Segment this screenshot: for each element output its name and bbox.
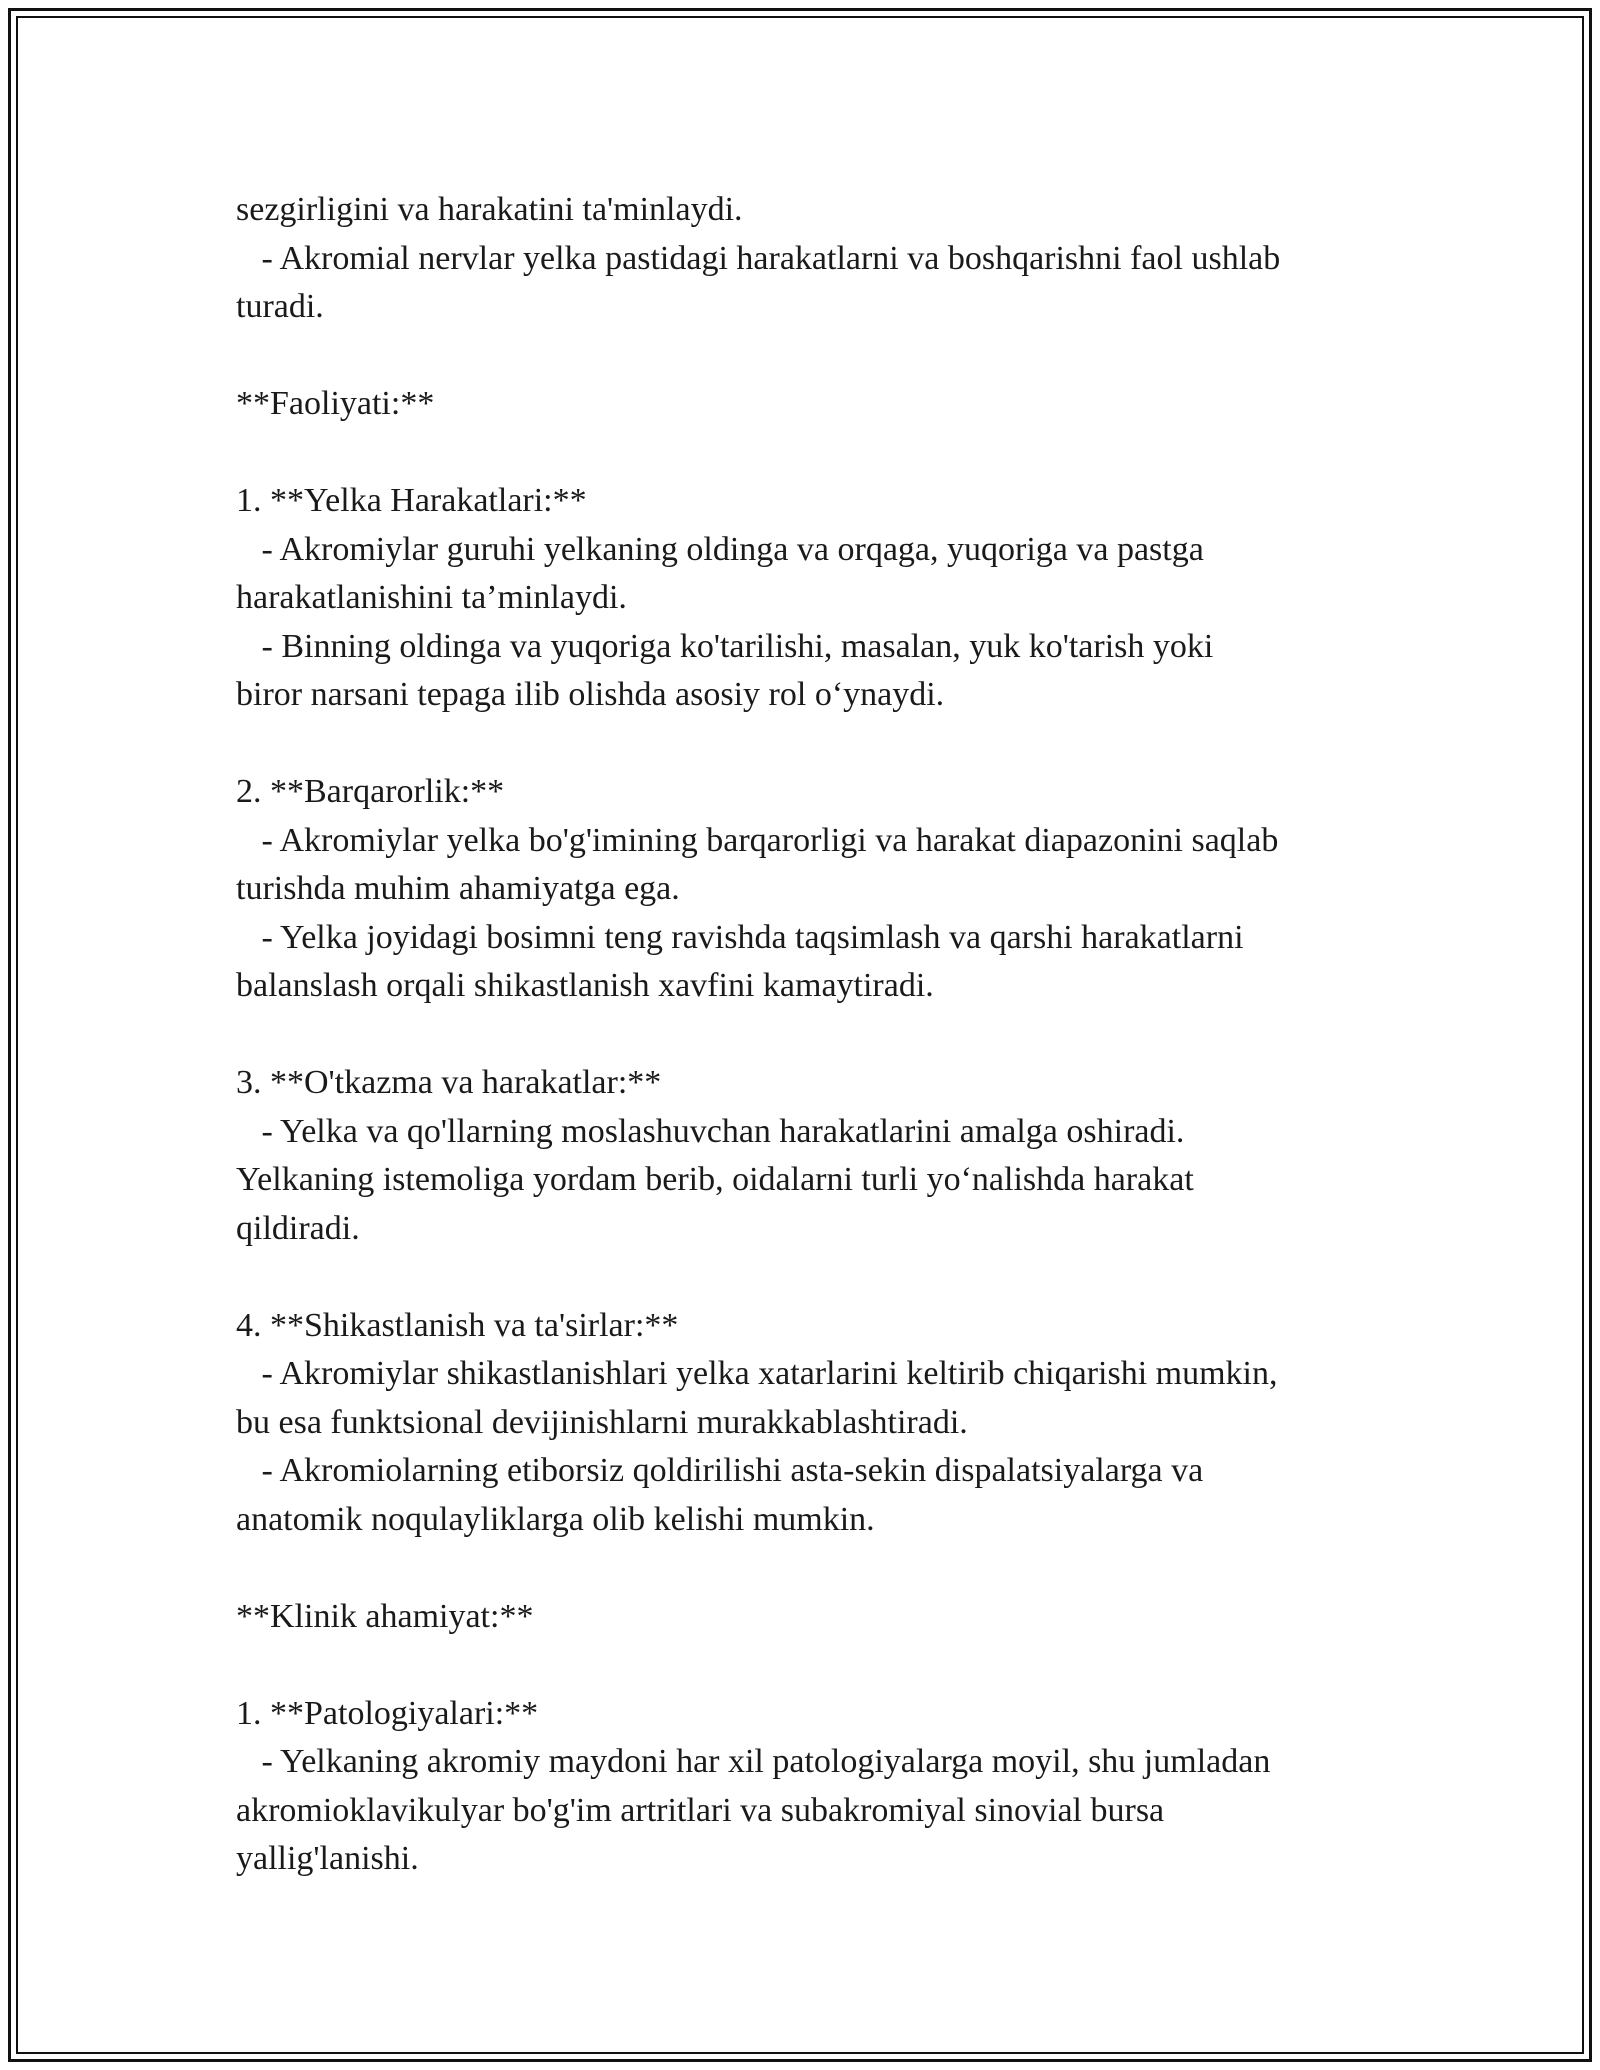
text-line: akromioklavikulyar bo'g'im artritlari va subakromiyal sinovial bursa (236, 1791, 1165, 1829)
blank-line (236, 1641, 1376, 1690)
list-item-heading: 2. **Barqarorlik:** (236, 773, 505, 810)
text-line: - Yelka joyidagi bosimni teng ravishda taqsimlash va qarshi harakatlarni (236, 918, 1244, 956)
text-line: - Akromiylar shikastlanishlari yelka xatarlarini keltirib chiqarishi mumkin, (236, 1355, 1278, 1392)
text-line: - Akromial nervlar yelka pastidagi harakatlarni va boshqarishni faol ushlab (236, 239, 1281, 277)
text-line: harakatlanishini ta’minlaydi. (236, 579, 627, 616)
text-line: qildiradi. (236, 1209, 360, 1247)
text-line: - Akromiylar yelka bo'g'imining barqarorligi va harakat diapazonini saqlab (236, 821, 1279, 859)
text-line: yallig'lanishi. (236, 1840, 419, 1877)
text-line: - Binning oldinga va yuqoriga ko'tarilishi, masalan, yuk ko'tarish yoki (236, 627, 1214, 665)
text-line: - Akromiolarning etiborsiz qoldirilishi asta-sekin dispalatsiyalarga va (236, 1452, 1204, 1489)
list-item-heading: 3. **O'tkazma va harakatlar:** (236, 1064, 662, 1101)
text-line: turadi. (236, 288, 324, 325)
list-item-heading: 1. **Patologiyalari:** (236, 1694, 539, 1732)
text-line: turishda muhim ahamiyatga ega. (236, 870, 680, 907)
list-item-heading: 1. **Yelka Harakatlari:** (236, 482, 587, 519)
text-line: anatomik noqulayliklarga olib kelishi mumkin. (236, 1500, 875, 1538)
blank-line (236, 1253, 1376, 1302)
text-line: bu esa funktsional devijinishlarni murakkablashtiradi. (236, 1403, 968, 1441)
text-line: - Yelkaning akromiy maydoni har xil patologiyalarga moyil, shu jumladan (236, 1743, 1271, 1780)
text-line: Yelkaning istemoliga yordam berib, oidalarni turli yo‘nalishda harakat (236, 1161, 1194, 1198)
section-heading: **Klinik ahamiyat:** (236, 1597, 534, 1635)
document-body (236, 186, 1376, 1884)
blank-line (236, 720, 1376, 769)
text-line: balanslash orqali shikastlanish xavfini kamaytiradi. (236, 967, 934, 1004)
text-line: - Yelka va qo'llarning moslashuvchan harakatlarini amalga oshiradi. (236, 1112, 1185, 1150)
text-line: - Akromiylar guruhi yelkaning oldinga va orqaga, yuqoriga va pastga (236, 530, 1204, 568)
blank-line (236, 1544, 1376, 1593)
section-heading: **Faoliyati:** (236, 385, 435, 422)
list-item-heading: 4. **Shikastlanish va ta'sirlar:** (236, 1306, 679, 1344)
blank-line (236, 1011, 1376, 1060)
blank-line (236, 429, 1376, 478)
blank-line (236, 332, 1376, 381)
text-line: sezgirligini va harakatini ta'minlaydi. (236, 191, 743, 228)
text-line: biror narsani tepaga ilib olishda asosiy rol o‘ynaydi. (236, 676, 945, 713)
